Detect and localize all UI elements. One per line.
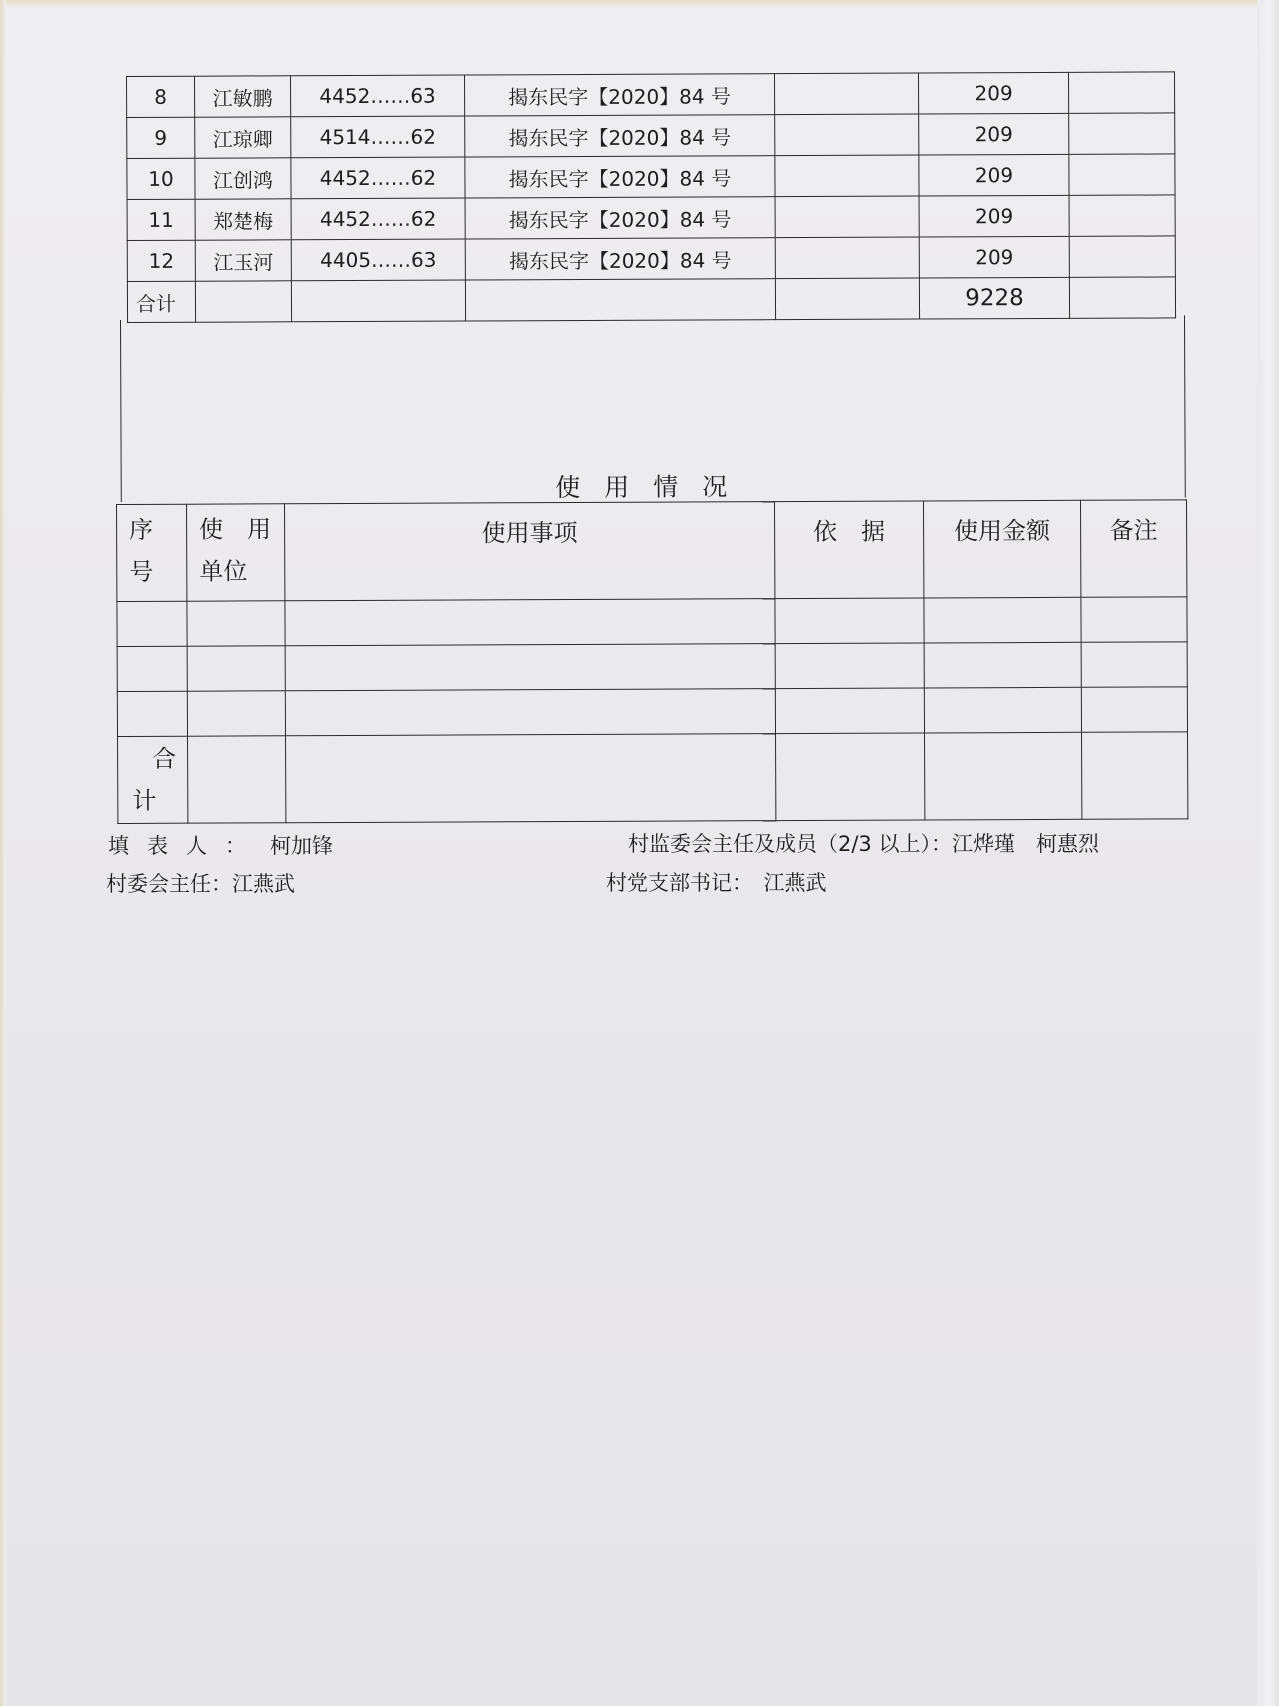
header-matter: 使用事项: [285, 502, 775, 601]
blank-cell: [775, 155, 919, 197]
row-seq: 10: [127, 158, 195, 199]
subsidy-list-table: [126, 71, 1176, 323]
table-cell: [291, 280, 465, 322]
amount: 209: [918, 72, 1068, 114]
village-director-signature: [106, 868, 295, 898]
table-cell: [775, 643, 924, 689]
director-name: 江燕武: [232, 872, 295, 896]
filler-signature: [108, 830, 333, 860]
table-cell: [286, 734, 776, 823]
table-row: [127, 236, 1175, 282]
table-cell: [117, 691, 187, 736]
supervise-label: 村监委会主任及成员（2/3 以上）：: [628, 832, 952, 856]
id-number: 4514……62: [291, 116, 465, 158]
table-row: [117, 687, 1187, 737]
table-row: [117, 597, 1187, 647]
table-row: [127, 113, 1175, 159]
amount: 209: [919, 236, 1069, 278]
note: [1068, 72, 1174, 113]
person-name: 江敏鹏: [195, 76, 291, 117]
amount: 209: [919, 195, 1069, 237]
table-cell: [465, 279, 775, 321]
basis-doc: 揭东民字【2020】84 号: [464, 74, 774, 116]
table-row: [127, 154, 1175, 200]
supervise-committee-signature: [628, 828, 1099, 858]
filler-label: 填表人：: [108, 834, 264, 858]
table-cell: [775, 278, 919, 320]
table-row: [127, 195, 1175, 241]
person-name: 江琼卿: [195, 117, 291, 158]
header-basis: 依 据: [774, 501, 923, 599]
person-name: 郑楚梅: [195, 199, 291, 240]
blank-area: [120, 315, 1186, 502]
row-seq: 9: [127, 117, 195, 158]
table-cell: [1069, 277, 1175, 318]
row-seq: 8: [127, 76, 195, 117]
note: [1069, 236, 1175, 277]
secretary-label: 村党支部书记：: [606, 871, 743, 895]
table-cell: [187, 601, 285, 646]
total-label: 合计: [127, 281, 195, 322]
amount: 209: [919, 154, 1069, 196]
filler-name: 柯加锋: [270, 834, 333, 858]
paper-top-edge: [0, 0, 1279, 8]
paper-right-edge: [1257, 0, 1279, 1706]
table-cell: [776, 733, 925, 821]
table-cell: [1081, 597, 1187, 642]
secretary-name: 江燕武: [742, 871, 827, 895]
id-number: 4405……63: [291, 239, 465, 281]
table-row: [127, 72, 1175, 118]
table-row: [117, 642, 1187, 692]
table-cell: [187, 646, 285, 691]
table-cell: [285, 689, 775, 736]
id-number: 4452……62: [291, 198, 465, 240]
usage-total-row: [118, 732, 1188, 824]
header-amount: 使用金额: [923, 500, 1080, 598]
blank-cell: [775, 114, 919, 156]
table-cell: [187, 691, 285, 736]
table-cell: [188, 736, 286, 823]
table-cell: [924, 687, 1081, 733]
header-note: 备注: [1080, 500, 1186, 597]
note: [1069, 195, 1175, 236]
party-secretary-signature: [606, 867, 827, 897]
row-seq: 12: [127, 240, 195, 281]
usage-table: [116, 499, 1188, 824]
id-number: 4452……62: [291, 157, 465, 199]
total-amount: 9228: [919, 277, 1069, 319]
header-unit: 使 用 单位: [187, 504, 285, 601]
table-cell: [285, 644, 775, 691]
table-cell: [117, 646, 187, 691]
amount: 209: [919, 113, 1069, 155]
director-label: 村委会主任：: [106, 872, 232, 896]
table-cell: [924, 597, 1081, 643]
basis-doc: 揭东民字【2020】84 号: [465, 197, 775, 239]
table-cell: [1082, 732, 1188, 819]
id-number: 4452……63: [291, 75, 465, 117]
note: [1069, 154, 1175, 195]
table-cell: [925, 732, 1082, 820]
person-name: 江创鸿: [195, 158, 291, 199]
blank-cell: [775, 237, 919, 279]
basis-doc: 揭东民字【2020】84 号: [465, 238, 775, 280]
table-cell: [117, 601, 187, 646]
table-cell: [924, 642, 1081, 688]
table-cell: [195, 281, 291, 322]
basis-doc: 揭东民字【2020】84 号: [465, 115, 775, 157]
table-cell: [1081, 642, 1187, 687]
usage-section-title: 使用情况: [555, 472, 752, 503]
blank-cell: [774, 73, 918, 115]
basis-doc: 揭东民字【2020】84 号: [465, 156, 775, 198]
header-seq: 序 号: [117, 504, 187, 601]
supervise-names: 江烨瑾 柯惠烈: [951, 832, 1099, 856]
person-name: 江玉河: [195, 240, 291, 281]
blank-cell: [775, 196, 919, 238]
table-cell: [1081, 687, 1187, 732]
row-seq: 11: [127, 199, 195, 240]
paper-left-edge: [0, 0, 6, 1706]
usage-header-row: [117, 500, 1187, 602]
table-cell: [285, 599, 775, 646]
usage-total-label: 合 计: [118, 736, 188, 823]
note: [1069, 113, 1175, 154]
table-cell: [775, 688, 924, 734]
table-cell: [775, 598, 924, 644]
